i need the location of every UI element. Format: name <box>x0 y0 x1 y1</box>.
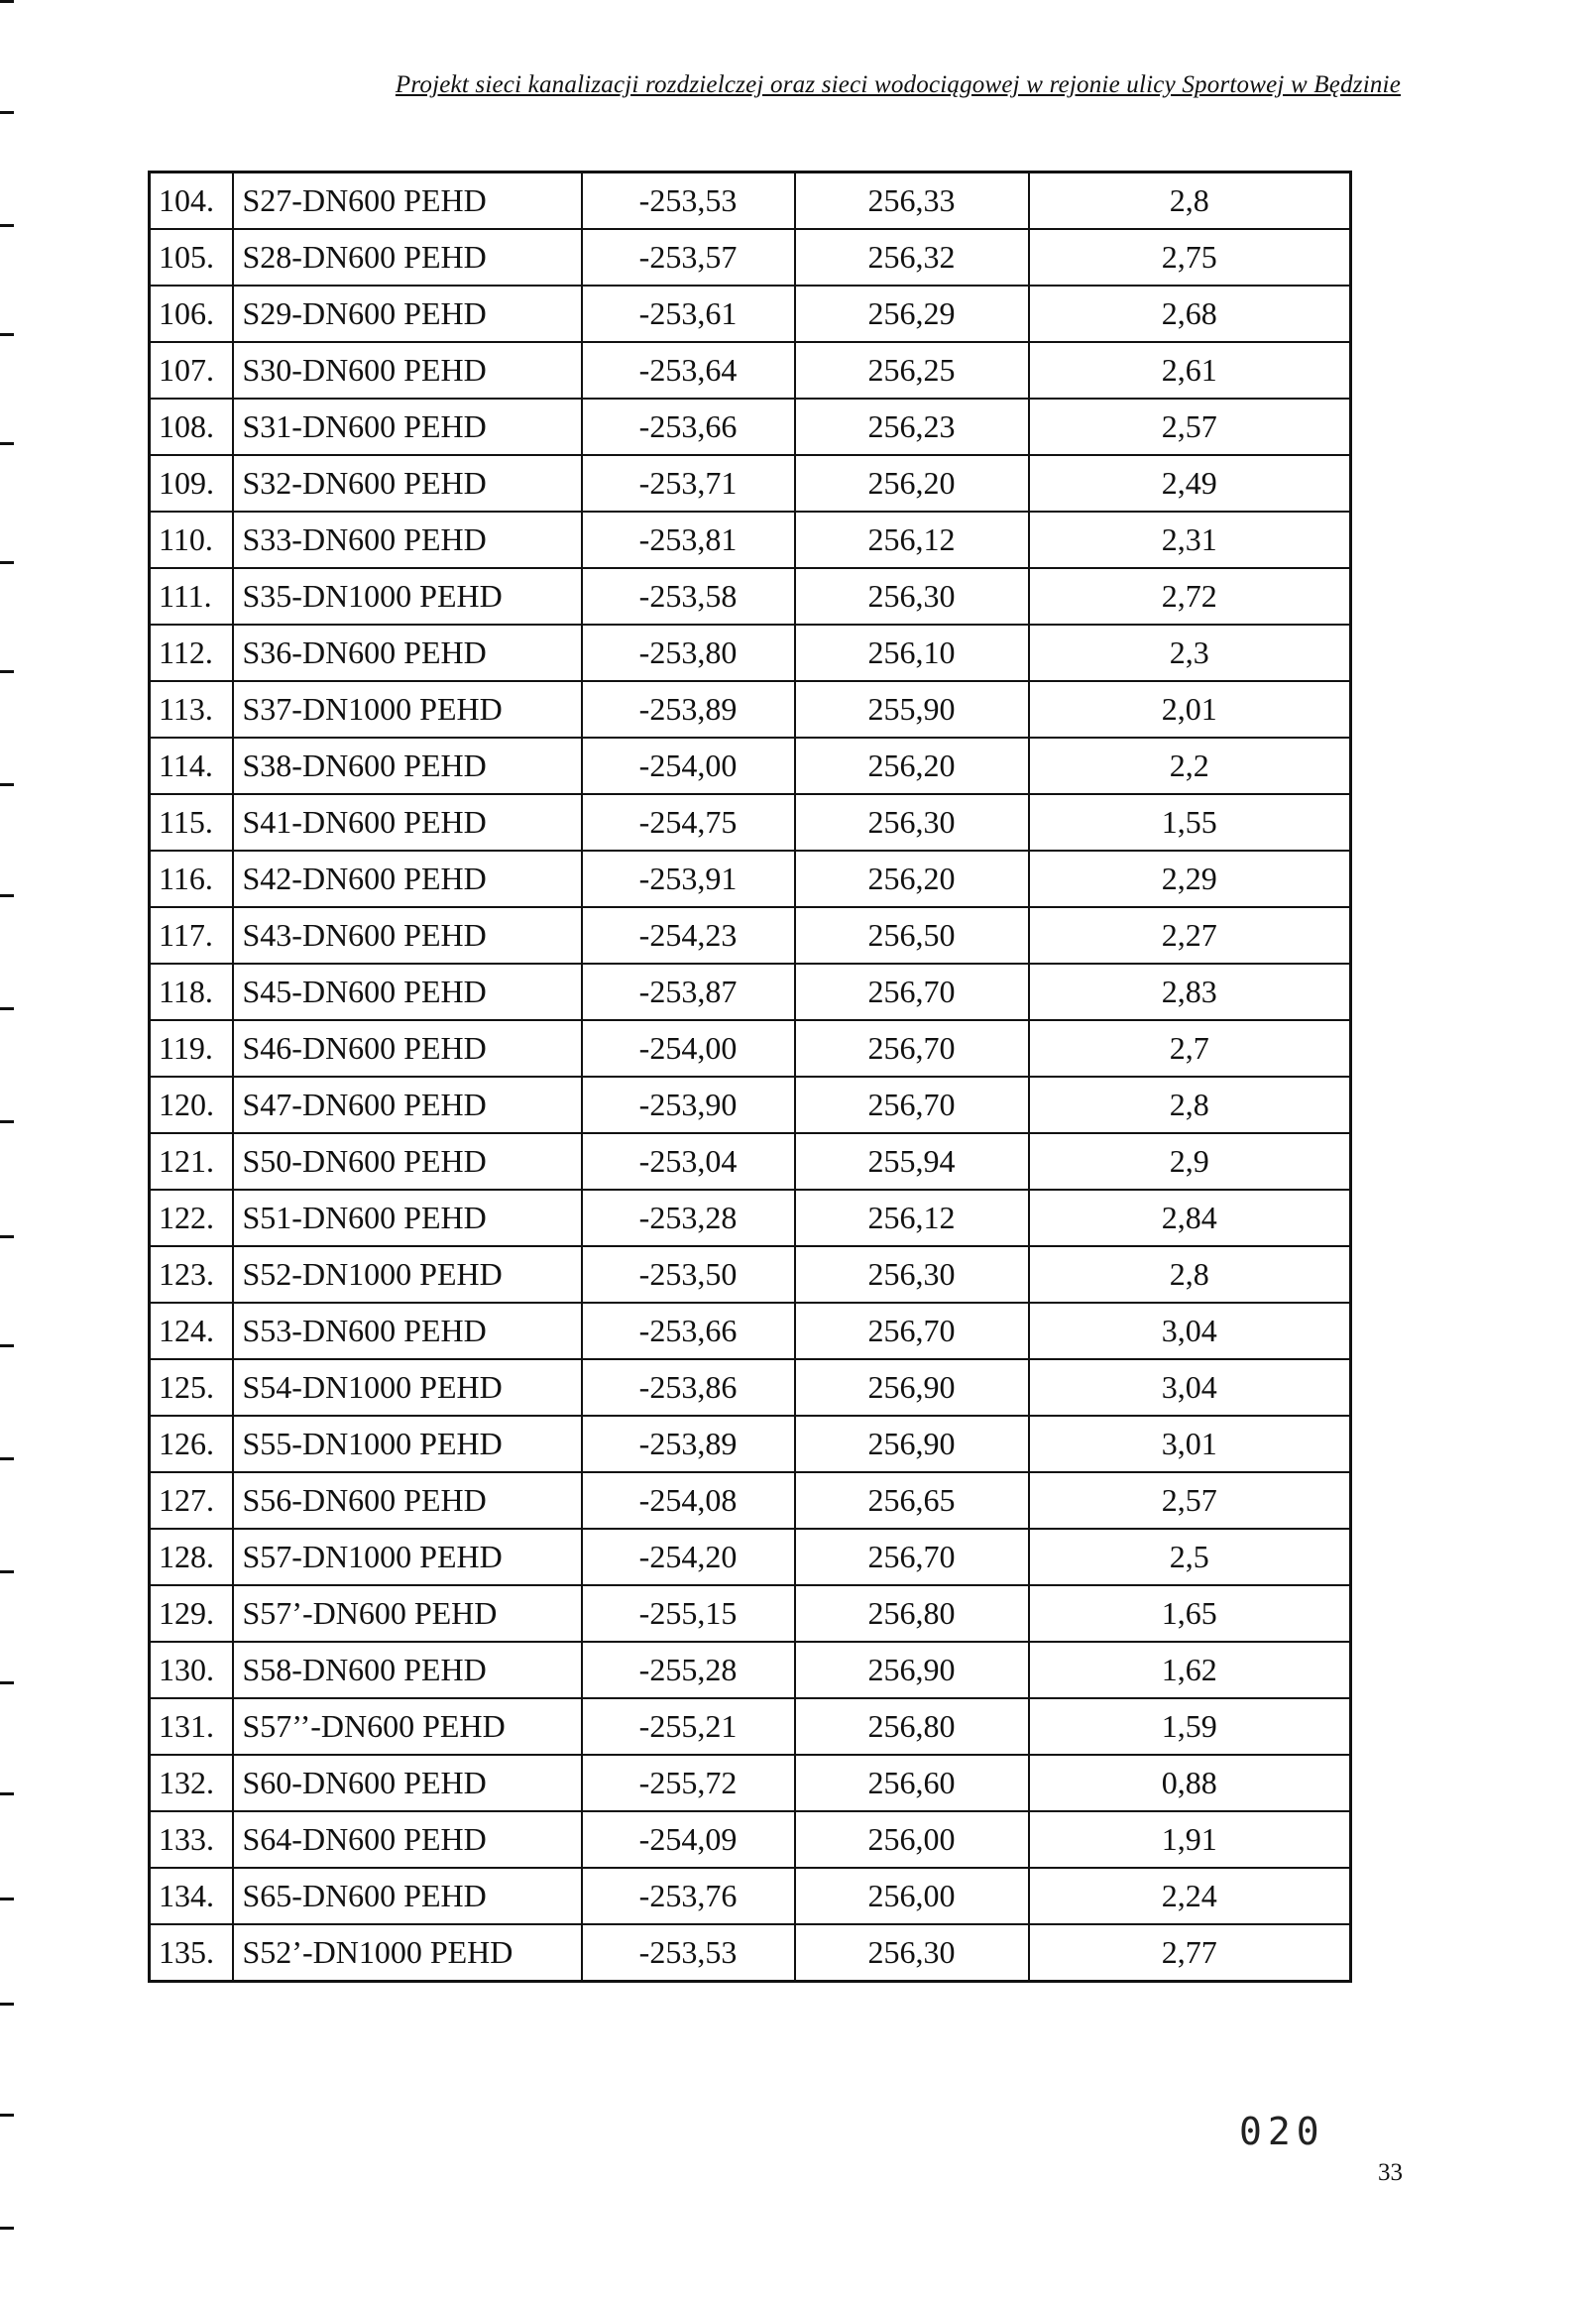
value-3-cell: 1,62 <box>1029 1642 1351 1698</box>
manhole-name-cell: S35-DN1000 PEHD <box>233 568 582 625</box>
manhole-name-cell: S53-DN600 PEHD <box>233 1303 582 1359</box>
table-row <box>150 512 1351 568</box>
value-3-cell: 2,84 <box>1029 1190 1351 1246</box>
row-number-cell: 110. <box>150 512 233 568</box>
value-3-cell: 3,04 <box>1029 1303 1351 1359</box>
value-2-cell: 256,32 <box>795 229 1029 286</box>
value-2-cell: 256,70 <box>795 1529 1029 1585</box>
value-1-cell: -253,71 <box>582 455 795 512</box>
value-2-cell: 256,30 <box>795 1246 1029 1303</box>
table-row <box>150 1303 1351 1359</box>
value-3-cell: 2,5 <box>1029 1529 1351 1585</box>
manhole-name-cell: S57-DN1000 PEHD <box>233 1529 582 1585</box>
value-3-cell: 1,59 <box>1029 1698 1351 1755</box>
row-number-cell: 127. <box>150 1472 233 1529</box>
value-3-cell: 2,24 <box>1029 1868 1351 1924</box>
row-number-cell: 119. <box>150 1020 233 1077</box>
value-3-cell: 2,83 <box>1029 964 1351 1020</box>
value-2-cell: 256,12 <box>795 512 1029 568</box>
margin-mark <box>0 333 14 336</box>
row-number-cell: 132. <box>150 1755 233 1811</box>
value-2-cell: 256,20 <box>795 851 1029 907</box>
value-2-cell: 256,50 <box>795 907 1029 964</box>
value-3-cell: 2,75 <box>1029 229 1351 286</box>
margin-mark <box>0 2114 14 2117</box>
manhole-name-cell: S52’-DN1000 PEHD <box>233 1924 582 1982</box>
margin-mark <box>0 224 14 227</box>
value-2-cell: 255,94 <box>795 1133 1029 1190</box>
manhole-name-cell: S29-DN600 PEHD <box>233 286 582 342</box>
manhole-name-cell: S65-DN600 PEHD <box>233 1868 582 1924</box>
row-number-cell: 106. <box>150 286 233 342</box>
table-row <box>150 455 1351 512</box>
margin-mark <box>0 1120 14 1123</box>
value-1-cell: -253,87 <box>582 964 795 1020</box>
manhole-name-cell: S56-DN600 PEHD <box>233 1472 582 1529</box>
table-row <box>150 286 1351 342</box>
margin-mark <box>0 1235 14 1238</box>
value-2-cell: 256,20 <box>795 455 1029 512</box>
row-number-cell: 133. <box>150 1811 233 1868</box>
margin-mark <box>0 1344 14 1347</box>
row-number-cell: 116. <box>150 851 233 907</box>
manhole-elevation-table <box>148 171 1352 1983</box>
value-1-cell: -253,91 <box>582 851 795 907</box>
table-row <box>150 173 1351 230</box>
value-3-cell: 2,29 <box>1029 851 1351 907</box>
row-number-cell: 109. <box>150 455 233 512</box>
table-row <box>150 1246 1351 1303</box>
row-number-cell: 108. <box>150 399 233 455</box>
table-row <box>150 1585 1351 1642</box>
value-3-cell: 2,8 <box>1029 1246 1351 1303</box>
value-3-cell: 1,65 <box>1029 1585 1351 1642</box>
value-1-cell: -253,61 <box>582 286 795 342</box>
stamp-number: 020 <box>1239 2110 1325 2153</box>
margin-mark <box>0 1792 14 1795</box>
manhole-name-cell: S64-DN600 PEHD <box>233 1811 582 1868</box>
value-2-cell: 256,12 <box>795 1190 1029 1246</box>
table-row <box>150 681 1351 738</box>
value-1-cell: -255,15 <box>582 1585 795 1642</box>
table-row <box>150 1190 1351 1246</box>
value-1-cell: -253,64 <box>582 342 795 399</box>
manhole-name-cell: S46-DN600 PEHD <box>233 1020 582 1077</box>
value-3-cell: 2,01 <box>1029 681 1351 738</box>
value-2-cell: 256,29 <box>795 286 1029 342</box>
manhole-name-cell: S33-DN600 PEHD <box>233 512 582 568</box>
value-2-cell: 256,90 <box>795 1359 1029 1416</box>
margin-mark <box>0 0 14 3</box>
value-3-cell: 3,04 <box>1029 1359 1351 1416</box>
value-2-cell: 256,70 <box>795 1077 1029 1133</box>
value-2-cell: 256,30 <box>795 1924 1029 1982</box>
row-number-cell: 122. <box>150 1190 233 1246</box>
value-3-cell: 2,9 <box>1029 1133 1351 1190</box>
value-1-cell: -253,53 <box>582 173 795 230</box>
value-3-cell: 2,8 <box>1029 173 1351 230</box>
table-row <box>150 399 1351 455</box>
manhole-name-cell: S55-DN1000 PEHD <box>233 1416 582 1472</box>
value-1-cell: -253,89 <box>582 681 795 738</box>
value-2-cell: 256,70 <box>795 1303 1029 1359</box>
value-2-cell: 256,80 <box>795 1585 1029 1642</box>
row-number-cell: 107. <box>150 342 233 399</box>
manhole-name-cell: S32-DN600 PEHD <box>233 455 582 512</box>
value-1-cell: -253,86 <box>582 1359 795 1416</box>
value-2-cell: 256,33 <box>795 173 1029 230</box>
value-1-cell: -253,66 <box>582 399 795 455</box>
row-number-cell: 113. <box>150 681 233 738</box>
value-3-cell: 3,01 <box>1029 1416 1351 1472</box>
table-row <box>150 1642 1351 1698</box>
value-1-cell: -255,72 <box>582 1755 795 1811</box>
value-2-cell: 256,65 <box>795 1472 1029 1529</box>
value-2-cell: 256,70 <box>795 964 1029 1020</box>
row-number-cell: 120. <box>150 1077 233 1133</box>
table-row <box>150 1868 1351 1924</box>
value-2-cell: 256,60 <box>795 1755 1029 1811</box>
value-3-cell: 2,2 <box>1029 738 1351 794</box>
manhole-name-cell: S58-DN600 PEHD <box>233 1642 582 1698</box>
manhole-name-cell: S42-DN600 PEHD <box>233 851 582 907</box>
manhole-name-cell: S37-DN1000 PEHD <box>233 681 582 738</box>
value-3-cell: 2,49 <box>1029 455 1351 512</box>
manhole-name-cell: S43-DN600 PEHD <box>233 907 582 964</box>
value-1-cell: -254,09 <box>582 1811 795 1868</box>
value-3-cell: 2,3 <box>1029 625 1351 681</box>
margin-mark <box>0 561 14 564</box>
value-1-cell: -253,89 <box>582 1416 795 1472</box>
manhole-name-cell: S31-DN600 PEHD <box>233 399 582 455</box>
row-number-cell: 115. <box>150 794 233 851</box>
value-2-cell: 256,20 <box>795 738 1029 794</box>
row-number-cell: 123. <box>150 1246 233 1303</box>
margin-mark <box>0 1007 14 1010</box>
value-1-cell: -253,58 <box>582 568 795 625</box>
value-2-cell: 256,80 <box>795 1698 1029 1755</box>
page-number: 33 <box>1378 2159 1403 2186</box>
row-number-cell: 135. <box>150 1924 233 1982</box>
table-row <box>150 229 1351 286</box>
manhole-name-cell: S57’’-DN600 PEHD <box>233 1698 582 1755</box>
manhole-name-cell: S51-DN600 PEHD <box>233 1190 582 1246</box>
row-number-cell: 105. <box>150 229 233 286</box>
value-1-cell: -253,57 <box>582 229 795 286</box>
row-number-cell: 118. <box>150 964 233 1020</box>
value-2-cell: 256,90 <box>795 1642 1029 1698</box>
manhole-name-cell: S41-DN600 PEHD <box>233 794 582 851</box>
value-1-cell: -253,76 <box>582 1868 795 1924</box>
value-1-cell: -253,04 <box>582 1133 795 1190</box>
manhole-name-cell: S28-DN600 PEHD <box>233 229 582 286</box>
table-row <box>150 1416 1351 1472</box>
value-3-cell: 1,91 <box>1029 1811 1351 1868</box>
table-row <box>150 568 1351 625</box>
value-1-cell: -255,28 <box>582 1642 795 1698</box>
row-number-cell: 112. <box>150 625 233 681</box>
table-row <box>150 738 1351 794</box>
margin-mark <box>0 1681 14 1684</box>
table-row <box>150 964 1351 1020</box>
table-row <box>150 1529 1351 1585</box>
manhole-name-cell: S60-DN600 PEHD <box>233 1755 582 1811</box>
manhole-name-cell: S36-DN600 PEHD <box>233 625 582 681</box>
table-row <box>150 1359 1351 1416</box>
document-header-title: Projekt sieci kanalizacji rozdzielczej oraz sieci wodociągowej w rejonie ulicy Sportowej w Będzinie <box>395 71 1401 98</box>
value-3-cell: 0,88 <box>1029 1755 1351 1811</box>
margin-mark <box>0 1570 14 1573</box>
manhole-name-cell: S30-DN600 PEHD <box>233 342 582 399</box>
table-row <box>150 1924 1351 1982</box>
row-number-cell: 128. <box>150 1529 233 1585</box>
value-3-cell: 1,55 <box>1029 794 1351 851</box>
table-row <box>150 1811 1351 1868</box>
table-row <box>150 342 1351 399</box>
row-number-cell: 125. <box>150 1359 233 1416</box>
value-3-cell: 2,68 <box>1029 286 1351 342</box>
value-1-cell: -254,20 <box>582 1529 795 1585</box>
value-2-cell: 255,90 <box>795 681 1029 738</box>
margin-mark <box>0 2003 14 2006</box>
table-row <box>150 1755 1351 1811</box>
margin-mark <box>0 894 14 897</box>
value-1-cell: -253,66 <box>582 1303 795 1359</box>
manhole-name-cell: S50-DN600 PEHD <box>233 1133 582 1190</box>
value-3-cell: 2,7 <box>1029 1020 1351 1077</box>
manhole-name-cell: S45-DN600 PEHD <box>233 964 582 1020</box>
margin-mark <box>0 111 14 114</box>
value-1-cell: -254,00 <box>582 738 795 794</box>
value-1-cell: -253,28 <box>582 1190 795 1246</box>
value-1-cell: -253,80 <box>582 625 795 681</box>
row-number-cell: 129. <box>150 1585 233 1642</box>
manhole-name-cell: S57’-DN600 PEHD <box>233 1585 582 1642</box>
value-2-cell: 256,00 <box>795 1868 1029 1924</box>
value-2-cell: 256,23 <box>795 399 1029 455</box>
margin-mark <box>0 2227 14 2230</box>
value-1-cell: -254,08 <box>582 1472 795 1529</box>
table-row <box>150 1472 1351 1529</box>
table-row <box>150 1020 1351 1077</box>
table-row <box>150 907 1351 964</box>
value-1-cell: -255,21 <box>582 1698 795 1755</box>
table-row <box>150 851 1351 907</box>
value-3-cell: 2,57 <box>1029 399 1351 455</box>
table-body <box>150 173 1351 1982</box>
value-1-cell: -253,50 <box>582 1246 795 1303</box>
value-1-cell: -253,53 <box>582 1924 795 1982</box>
row-number-cell: 121. <box>150 1133 233 1190</box>
row-number-cell: 104. <box>150 173 233 230</box>
margin-mark <box>0 670 14 673</box>
value-2-cell: 256,30 <box>795 794 1029 851</box>
value-2-cell: 256,25 <box>795 342 1029 399</box>
value-1-cell: -254,75 <box>582 794 795 851</box>
row-number-cell: 117. <box>150 907 233 964</box>
value-2-cell: 256,90 <box>795 1416 1029 1472</box>
value-2-cell: 256,10 <box>795 625 1029 681</box>
value-3-cell: 2,31 <box>1029 512 1351 568</box>
table-row <box>150 794 1351 851</box>
table-row <box>150 1133 1351 1190</box>
margin-mark <box>0 1898 14 1900</box>
row-number-cell: 111. <box>150 568 233 625</box>
margin-mark <box>0 442 14 445</box>
margin-mark <box>0 783 14 786</box>
value-2-cell: 256,00 <box>795 1811 1029 1868</box>
value-2-cell: 256,30 <box>795 568 1029 625</box>
value-1-cell: -253,90 <box>582 1077 795 1133</box>
value-3-cell: 2,57 <box>1029 1472 1351 1529</box>
table-row <box>150 1698 1351 1755</box>
value-1-cell: -254,00 <box>582 1020 795 1077</box>
row-number-cell: 126. <box>150 1416 233 1472</box>
value-1-cell: -253,81 <box>582 512 795 568</box>
row-number-cell: 114. <box>150 738 233 794</box>
manhole-name-cell: S38-DN600 PEHD <box>233 738 582 794</box>
table-row <box>150 625 1351 681</box>
row-number-cell: 124. <box>150 1303 233 1359</box>
value-3-cell: 2,8 <box>1029 1077 1351 1133</box>
value-1-cell: -254,23 <box>582 907 795 964</box>
manhole-name-cell: S47-DN600 PEHD <box>233 1077 582 1133</box>
row-number-cell: 134. <box>150 1868 233 1924</box>
value-3-cell: 2,27 <box>1029 907 1351 964</box>
value-3-cell: 2,77 <box>1029 1924 1351 1982</box>
table-row <box>150 1077 1351 1133</box>
value-2-cell: 256,70 <box>795 1020 1029 1077</box>
value-3-cell: 2,61 <box>1029 342 1351 399</box>
value-3-cell: 2,72 <box>1029 568 1351 625</box>
manhole-name-cell: S27-DN600 PEHD <box>233 173 582 230</box>
margin-mark <box>0 1457 14 1460</box>
manhole-name-cell: S52-DN1000 PEHD <box>233 1246 582 1303</box>
row-number-cell: 131. <box>150 1698 233 1755</box>
manhole-name-cell: S54-DN1000 PEHD <box>233 1359 582 1416</box>
row-number-cell: 130. <box>150 1642 233 1698</box>
